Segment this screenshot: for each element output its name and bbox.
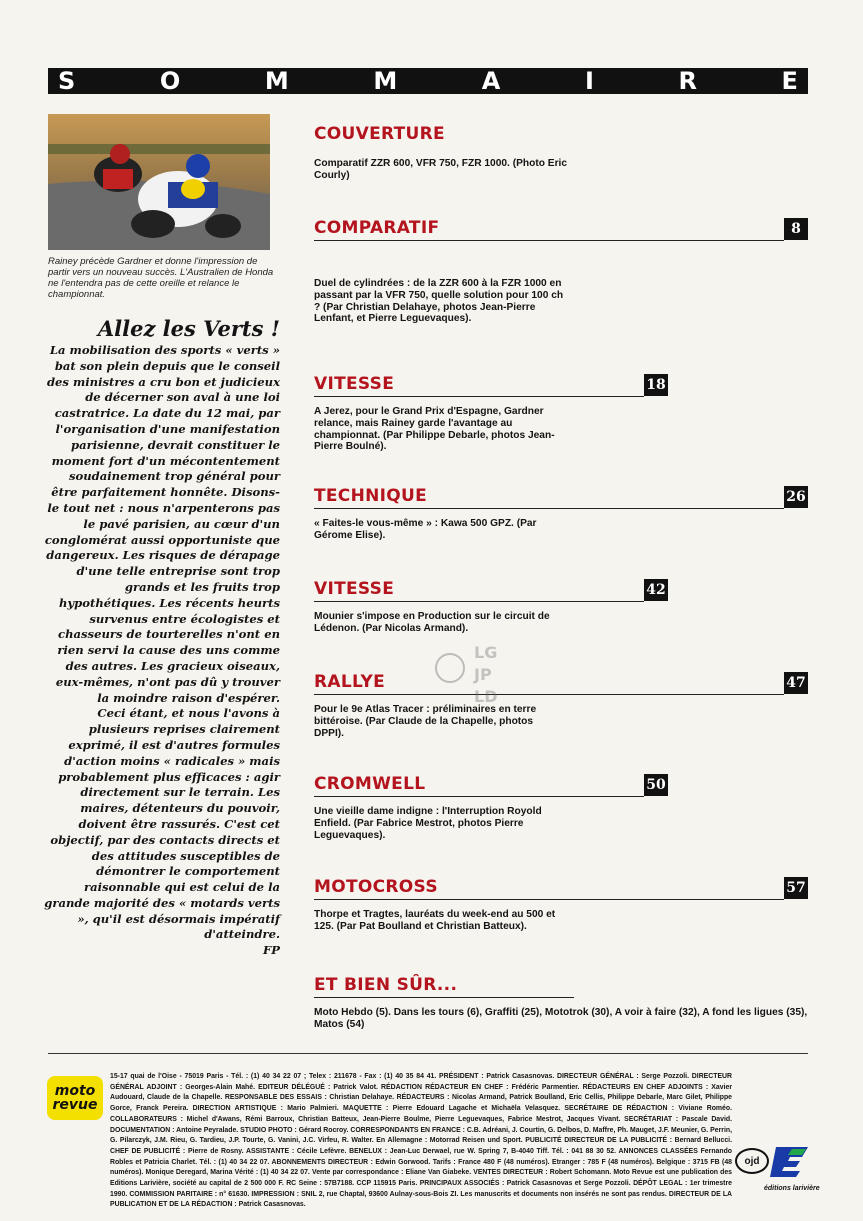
stamp-text: LD	[474, 687, 498, 706]
section-rule	[314, 899, 784, 900]
section-rule	[314, 997, 574, 998]
section-desc: Moto Hebdo (5). Dans les tours (6), Graffiti (25), Mototrok (30), A voir à faire (32), A fond les ligues (35), Matos (54)	[314, 1007, 808, 1030]
section-et-bien-sur	[314, 975, 808, 1030]
page-number: 50	[644, 774, 668, 796]
section-title: CROMWELL	[314, 774, 426, 794]
section-desc: Une vieille dame indigne : l'Interruption Royold Enfield. (Par Fabrice Mestrot, photos Pierre Leguevaques).	[314, 806, 542, 841]
section-couverture	[314, 124, 808, 181]
section-rule	[314, 694, 784, 695]
section-title: COUVERTURE	[314, 124, 445, 144]
watermark-stamp	[430, 638, 510, 708]
section-desc: Thorpe et Tragtes, lauréats du week-end au 500 et 125. (Par Pat Boulland et Christian Batteux).	[314, 909, 556, 932]
banner-letter: O	[159, 67, 181, 95]
photo-caption: Rainey précède Gardner et donne l'impression de partir vers un nouveau succès. L'Australien de Honda ne l'entendra pas de cette oreille et relance le championnat.	[48, 256, 274, 300]
section-vitesse-1	[314, 374, 808, 453]
page-number: 18	[644, 374, 668, 396]
credits-block: 15-17 quai de l'Oise - 75019 Paris - Tél. : (1) 40 34 22 07 ; Telex : 211678 - Fax : (1) 40 35 84 41. PRÉSIDENT : Patrick Casasnovas. DIRECTEUR GÉNÉRAL : Serge Pozzoli. DIRECTEUR GÉNÉRAL ADJOINT : Georges-Alain Mahé. EDITEUR DÉLÉGUÉ : Patrick Valot. RÉDACTION RÉDACTEUR EN CHEF : Frédéric Parmentier. RÉDACTEURS EN CHEF ADJOINTS : Xavier Audouard, Claude de la Chapelle. RESPONSABLE DES ESSAIS : Christian Delahaye. RÉDACTEURS : Nicolas Armand, Patrick Boulland, Eric Cellis, Philippe Debarle, Marc Gilet, Philippe Gorce, Franck Pereira. DIRECTION ARTISTIQUE : Mario Palmieri. MAQUETTE : Pierre Edouard Lagache et Michaëla Velasquez. SECRÉTAIRE DE RÉDACTION : Viviane Roméo. COLLABORATEURS : Michel d'Awans, Rémi Barroux, Christian Batteux, Jean-Pierre Boulme, Pierre Leguevaques, Fabrice Mestrot, Jacques Vivant. SECRÉTARIAT : Pascale David. DOCUMENTATION : Antoine Peyralade. STUDIO PHOTO : Gérard Rocroy. CORRESPONDANTS EN FRANCE : C.B. Adréani, J. Courtin, G. Delbos, D. Maffre, Ph. Mauget, J.F. Meunier, G. Perrin, G. Pilarczyk, J.M. Rieu, G. Tardieu, J.P. Tourte, G. Vanini, J.C. Virfeu, R. Walter. En Allemagne : Motorrad Reisen und Sport. PUBLICITÉ DIRECTEUR DE LA PUBLICITÉ : Bernard Bellucci. CHEF DE PUBLICITÉ : Pierre de Rosny. ASSISTANTE : Cécile Lefèvre. BENELUX : Jean-Luc Derwael, rue W. Spring 7, B-4040 Tiff. Tél. : 041 88 30 52. ANNONCES CLASSÉES Fernando Robles et Patricia Charlet. Tél. : (1) 40 34 22 07. ABONNEMENTS DIRECTEUR : Edwin Gorwood. Tarifs : France 480 F (48 numéros). Etranger : 785 F (48 numéros). Belgique : 3715 FB (48 numéros). Monique Deregard, Marina Vérité : (1) 40 34 22 07. Vente par correspondance : Eliane Van Giabeke. VENTES DIRECTEUR : Robert Schomann. Moto Revue est une publication des Editions Larivière, société au capital de 2 500 000 F. RC Seine : 57B7188. CCP 115915 Paris. PRINCIPAUX ASSOCIÉS : Patrick Casasnovas et Serge Pozzoli. DÉPÔT LEGAL : 1er trimestre 1990. COMMISSION PARITAIRE : n° 61630. IMPRESSION : SNIL 2, rue Chaptal, 93600 Aulnay-sous-Bois ZI. Les manuscrits et documents non insérés ne sont pas rendus. DIRECTEUR DE LA PUBLICATION ET DE LA RÉDACTION : Patrick Casasnovas.	[110, 1073, 732, 1209]
section-rule	[314, 240, 784, 241]
section-desc: Pour le 9e Atlas Tracer : préliminaires en terre bittéroise. (Par Claude de la Chapelle, photos DPPI).	[314, 704, 537, 739]
section-title: COMPARATIF	[314, 218, 440, 238]
ojd-logo: ojd	[735, 1148, 769, 1174]
section-desc: Duel de cylindrées : de la ZZR 600 à la FZR 1000 en passant par la VFR 750, quelle solution pour 100 ch ? (Par Christian Delahaye, photos Jean-Pierre Lenfant, et Pierre Leguevaques).	[314, 278, 564, 325]
racing-photo-illustration	[48, 114, 270, 250]
section-title: MOTOCROSS	[314, 877, 438, 897]
section-title: TECHNIQUE	[314, 486, 428, 506]
section-title: VITESSE	[314, 374, 395, 394]
banner-letter: R	[678, 67, 697, 95]
section-desc: A Jerez, pour le Grand Prix d'Espagne, Gardner relance, mais Rainey garde l'avantage au championnat. (Par Philippe Debarle, photos Jean-Pierre Boulné).	[314, 406, 555, 453]
editorial-paragraph: La mobilisation des sports « verts » bat son plein depuis que le conseil des ministres a cru bon et judicieux de décerner son aval à une loi castratrice. La date du 12 mai, par l'organisation d'une manifestation parisienne, devrait constituer le moment fort d'un mécontentement soudainement trop général pour être parfaitement honnête. Disons-le tout net : nous n'arpenterons pas le pavé parisien, au cœur d'un conglomérat aussi opportuniste que dangereux. Les risques de dérapage d'une telle entreprise sont trop grands et les fruits trop hypothétiques. Les récents heurts survenus entre écologistes et chasseurs de tourterelles n'ont en rien servi la cause des uns comme des autres. Les gracieux oiseaux, eux-mêmes, n'ont pas dû y trouver la moindre raison d'espérer.	[44, 343, 280, 705]
page-number: 26	[784, 486, 808, 508]
editorial-paragraph: Ceci étant, et nous l'avons à plusieurs reprises clairement exprimé, il est d'autres formules d'action moins « radicales » mais probablement plus efficaces : agir directement sur le terrain. Les maires, détenteurs du pouvoir, doivent être rassurés. C'est cet objectif, par des contacts directs et des attitudes susceptibles de démontrer le comportement raisonnable qui est celui de la grande majorité des « motards verts », qu'il est désormais impératif d'atteindre.	[44, 706, 280, 942]
banner-letter: E	[781, 67, 798, 95]
section-rule	[314, 396, 644, 397]
page-number: 8	[784, 218, 808, 240]
page-number: 57	[784, 877, 808, 899]
section-rule	[314, 508, 784, 509]
stamp-text: JP	[474, 665, 492, 684]
page-number: 47	[784, 672, 808, 694]
logo-text: revue	[52, 1097, 98, 1113]
footer-rule	[48, 1053, 808, 1054]
logo-text: moto	[54, 1083, 96, 1099]
editorial-title: Allez les Verts !	[97, 316, 280, 341]
banner-letter: M	[264, 67, 289, 95]
section-desc: Mounier s'impose en Production sur le circuit de Lédenon. (Par Nicolas Armand).	[314, 611, 550, 634]
editorial-body	[40, 343, 280, 959]
section-cromwell	[314, 774, 808, 841]
section-desc: Comparatif ZZR 600, VFR 750, FZR 1000. (Photo Eric Courly)	[314, 158, 568, 181]
publisher-name: éditions larivière	[764, 1185, 820, 1192]
banner-letter: A	[481, 67, 501, 95]
section-title: VITESSE	[314, 579, 395, 599]
section-title: ET BIEN SÛR...	[314, 975, 458, 995]
section-technique	[314, 486, 808, 541]
section-rule	[314, 796, 644, 797]
stamp-text: LG	[474, 643, 498, 662]
cover-photo	[48, 114, 270, 250]
banner-letter: I	[584, 67, 594, 95]
section-vitesse-2	[314, 579, 808, 634]
banner-letter: S	[58, 67, 76, 95]
section-rule	[314, 601, 644, 602]
editorial-signature: FP	[263, 943, 280, 958]
section-desc: « Faites-le vous-même » : Kawa 500 GPZ. (Par Gérome Elise).	[314, 518, 537, 541]
section-comparatif	[314, 218, 808, 325]
page-number: 42	[644, 579, 668, 601]
banner-letter: M	[373, 67, 398, 95]
section-title: RALLYE	[314, 672, 385, 692]
sommaire-banner	[48, 68, 808, 94]
larivire-logo-icon	[770, 1145, 810, 1177]
section-motocross	[314, 877, 808, 932]
